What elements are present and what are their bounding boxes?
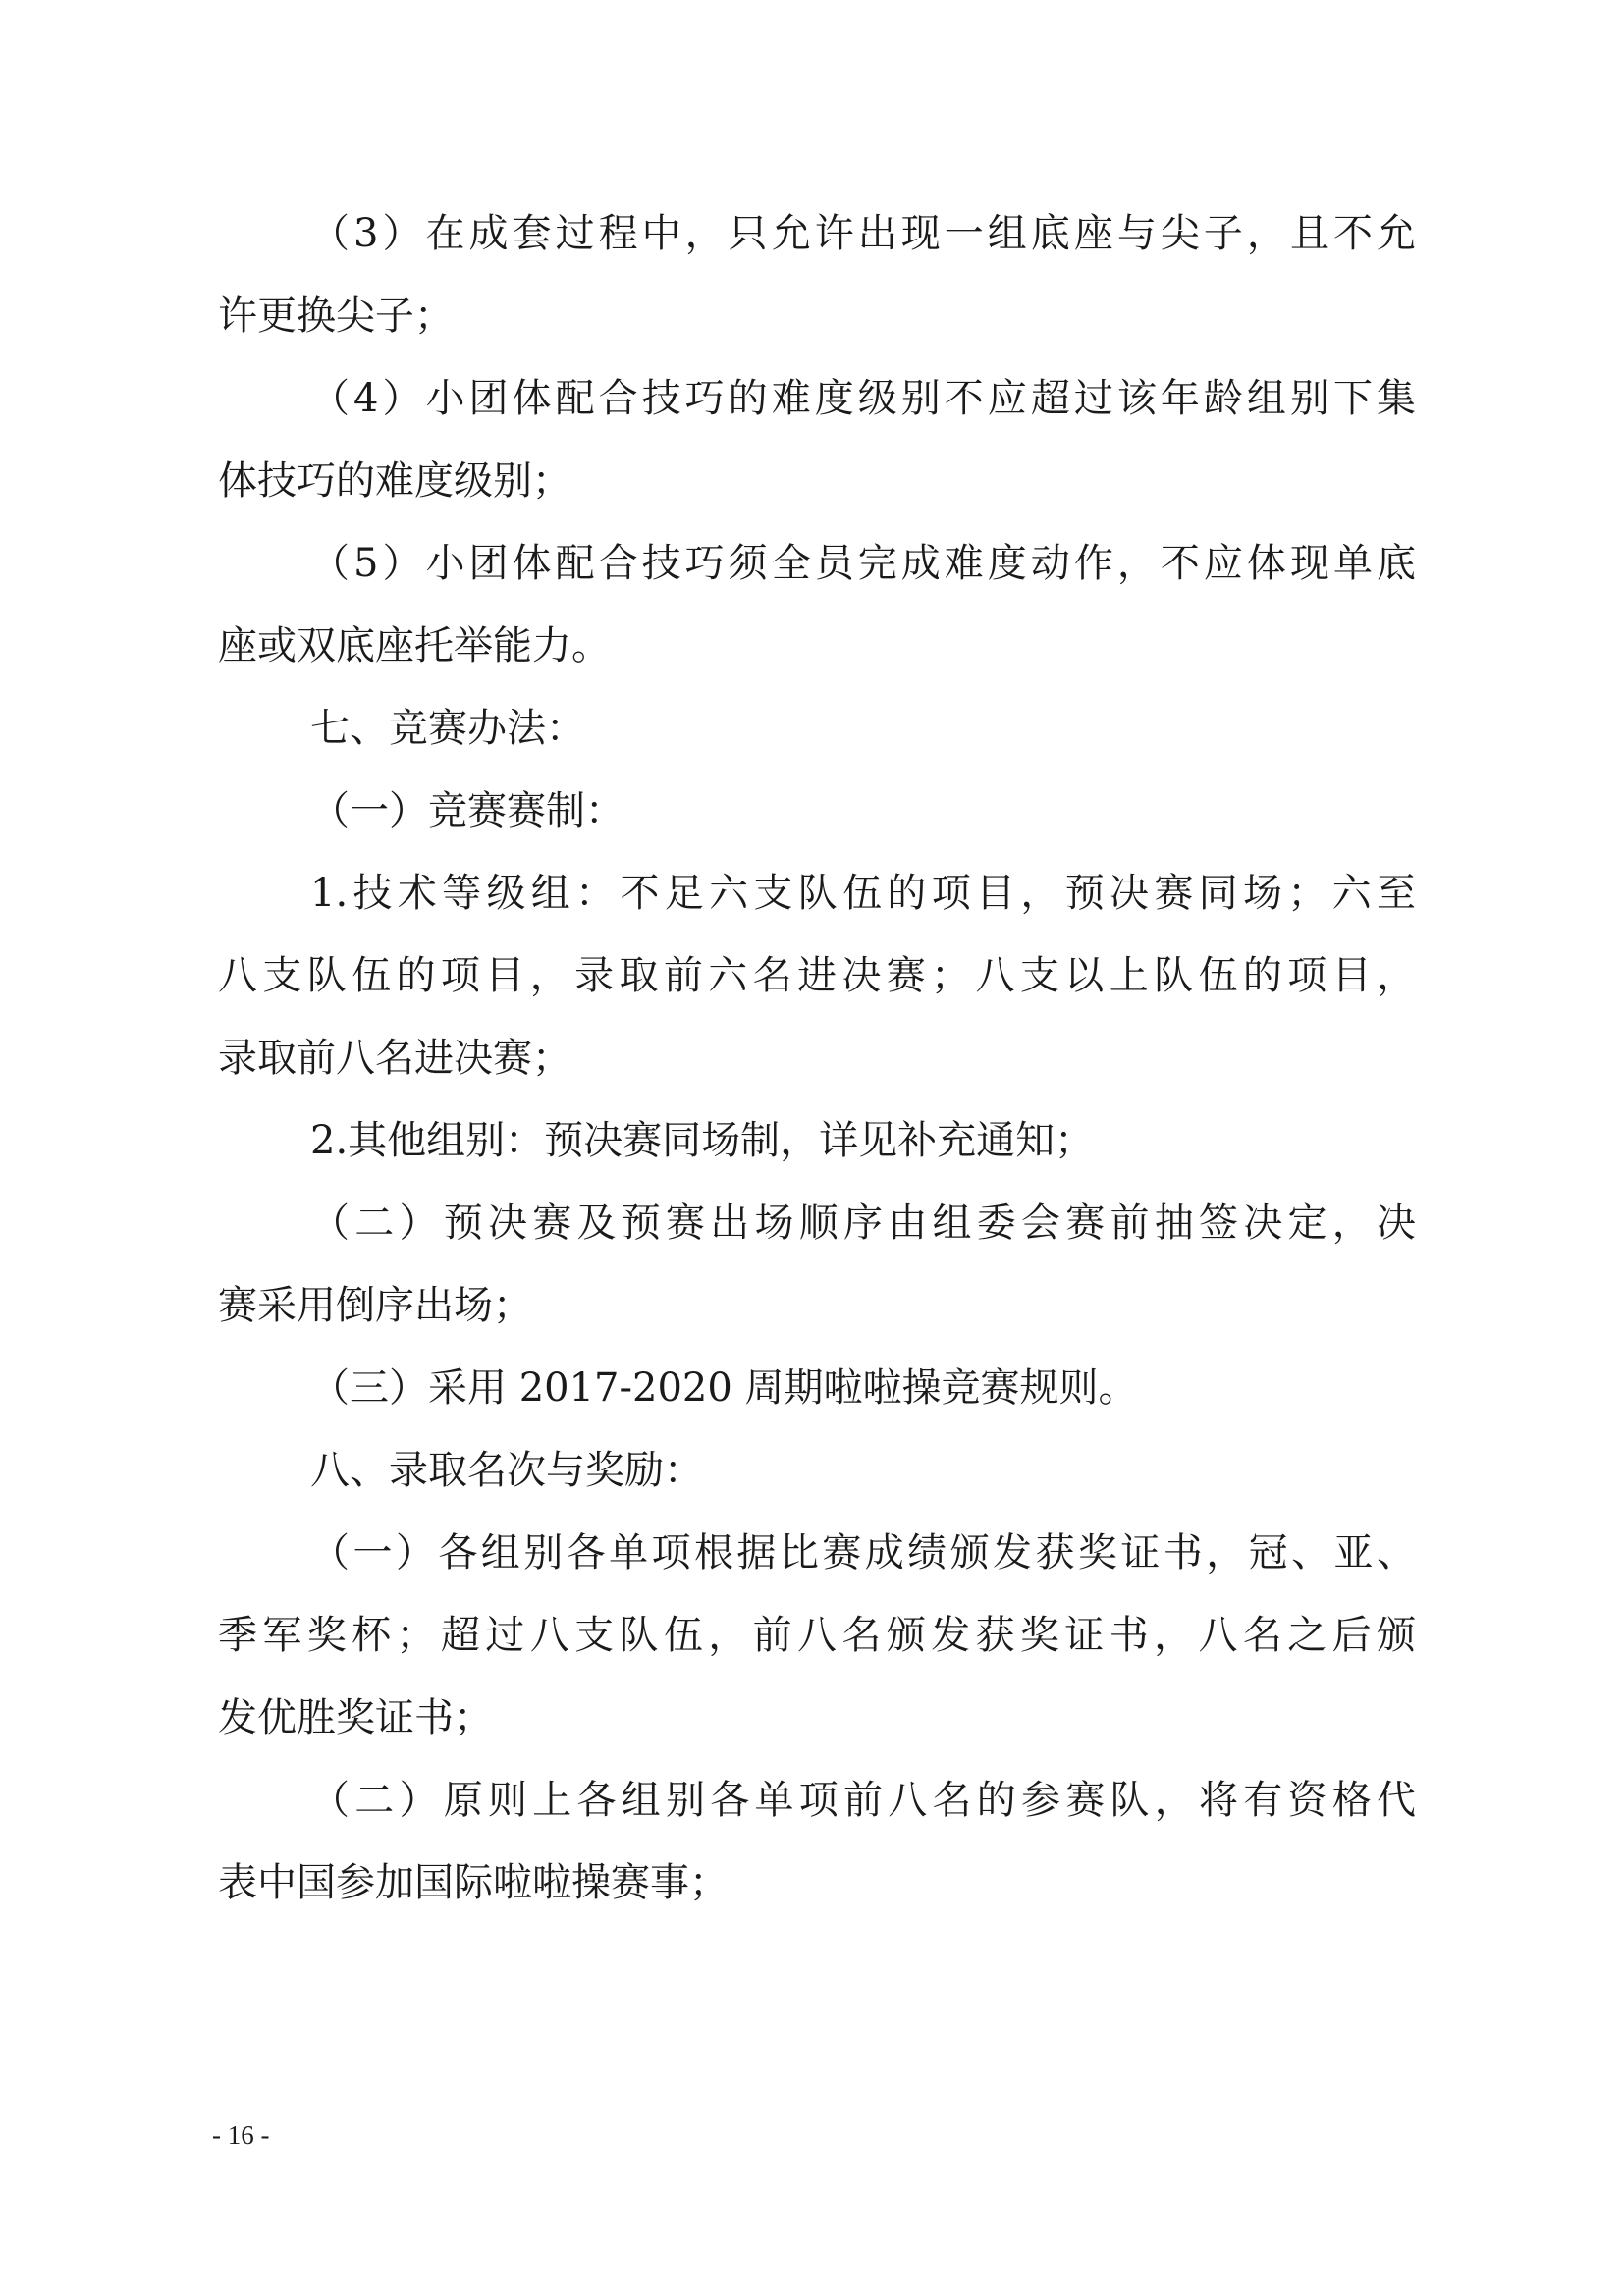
- paragraph-line: （3）在成套过程中，只允许出现一组底座与尖子，且不允: [310, 211, 1416, 256]
- section-heading: 八、录取名次与奖励：: [310, 1448, 703, 1493]
- paragraph-line: （二）预决赛及预赛出场顺序由组委会赛前抽签决定，决: [310, 1201, 1416, 1246]
- paragraph-line: 体技巧的难度级别；: [218, 458, 571, 504]
- page-number: - 16 -: [212, 2120, 270, 2150]
- paragraph-line: 录取前八名进决赛；: [218, 1036, 571, 1081]
- paragraph-line: 发优胜奖证书；: [218, 1695, 493, 1740]
- paragraph-line: （5）小团体配合技巧须全员完成难度动作，不应体现单底: [310, 541, 1416, 586]
- paragraph-line: 季军奖杯；超过八支队伍，前八名颁发获奖证书，八名之后颁: [218, 1613, 1416, 1658]
- paragraph-line: （一）各组别各单项根据比赛成绩颁发获奖证书，冠、亚、: [310, 1530, 1416, 1575]
- paragraph-line: （4）小团体配合技巧的难度级别不应超过该年龄组别下集: [310, 376, 1416, 421]
- paragraph-line: 八支队伍的项目，录取前六名进决赛；八支以上队伍的项目，: [218, 953, 1416, 998]
- paragraph-line: （三）采用 2017-2020 周期啦啦操竞赛规则。: [310, 1365, 1138, 1411]
- paragraph-line: 座或双底座托举能力。: [218, 623, 611, 668]
- subsection-heading: （一）竞赛赛制：: [310, 788, 624, 833]
- section-heading: 七、竞赛办法：: [310, 706, 585, 751]
- paragraph-line: 2.其他组别：预决赛同场制，详见补充通知；: [310, 1118, 1095, 1163]
- paragraph-line: （二）原则上各组别各单项前八名的参赛队，将有资格代: [310, 1778, 1416, 1823]
- paragraph-line: 1.技术等级组：不足六支队伍的项目，预决赛同场；六至: [310, 871, 1416, 916]
- paragraph-line: 赛采用倒序出场；: [218, 1283, 532, 1328]
- paragraph-line: 表中国参加国际啦啦操赛事；: [218, 1860, 729, 1905]
- paragraph-line: 许更换尖子；: [218, 294, 454, 339]
